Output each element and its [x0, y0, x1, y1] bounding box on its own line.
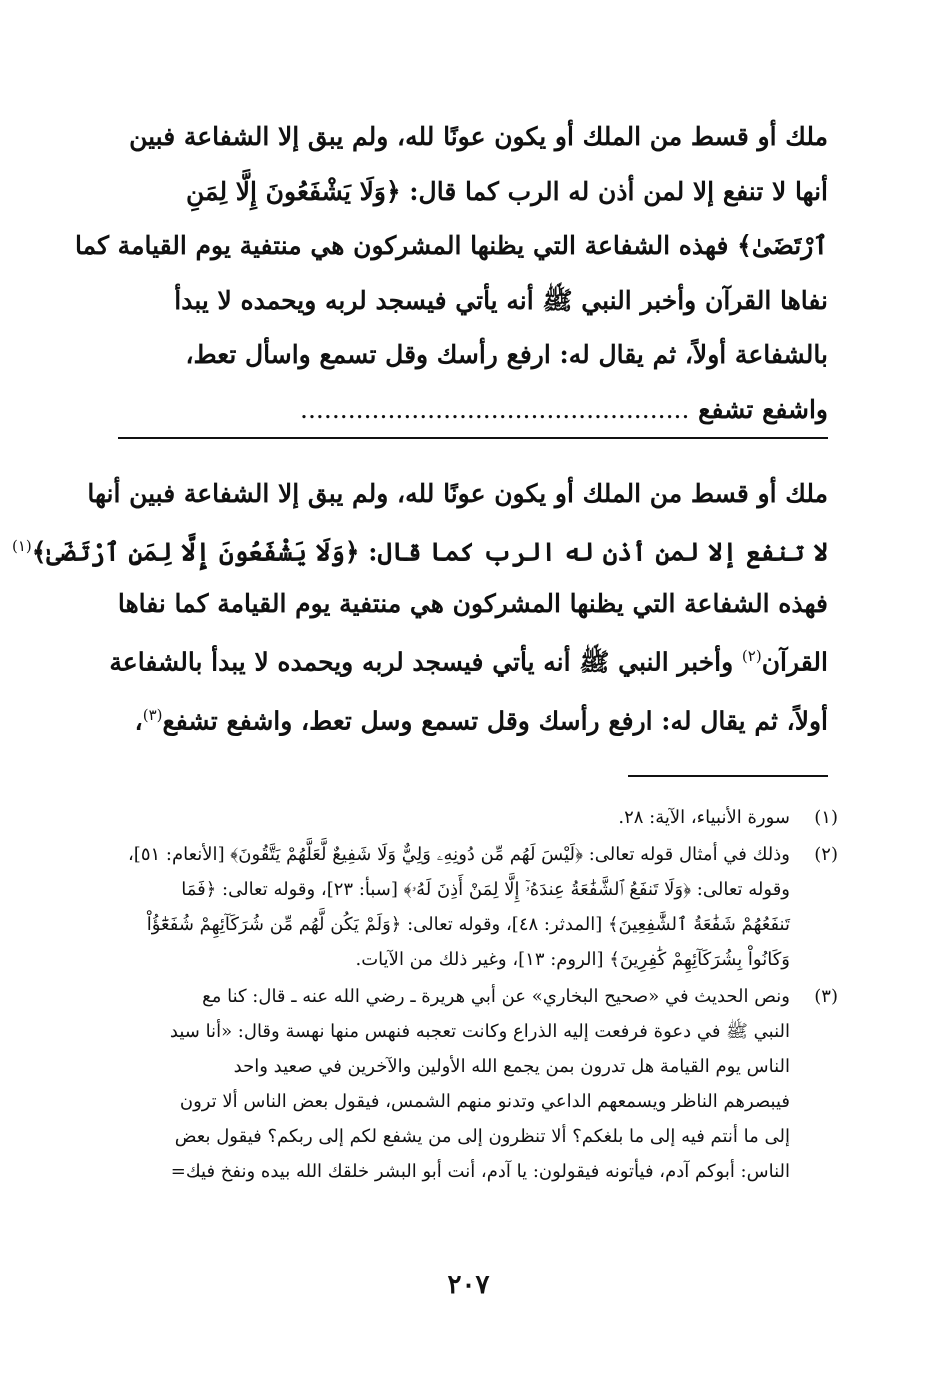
- footnotes: [118, 800, 838, 1191]
- text-line: أنها لا تنفع إلا لمن أذن له الرب كما قال: ﴿وَلَا يَشْفَعُونَ إِلَّا لِمَنِ: [185, 176, 828, 206]
- dotted-leader: .................................................: [300, 394, 690, 424]
- text-fragment: وأخبر النبي ﷺ أنه يأتي فيسجد لربه ويحمده لا يبدأ بالشفاعة: [109, 647, 734, 677]
- text-fragment: أولاً، ثم يقال له: ارفع رأسك وقل تسمع وسل تعط، واشفع تشفع: [162, 705, 828, 735]
- footnote-text: [118, 837, 790, 977]
- footnote-line: سورة الأنبياء، الآية: ٢٨.: [618, 807, 790, 828]
- text-line: ملك أو قسط من الملك أو يكون عونًا لله، ولم يبق إلا الشفاعة فبين: [129, 122, 828, 151]
- footnote-line: الناس يوم القيامة هل تدرون بمن يجمع الله الأولين والآخرين في صعيد واحد: [233, 1056, 790, 1077]
- footnote-item: [118, 800, 838, 835]
- text-fragment: ،: [134, 705, 143, 735]
- footnote-number: (٢): [814, 844, 838, 865]
- footnote-line: الناس: أبوكم آدم، فيأتونه فيقولون: يا آدم، أنت أبو البشر خلقك الله بيده ونفخ فيك=: [170, 1161, 790, 1182]
- footnote-line: تَنفَعُهُمْ شَفَٰعَةُ ٱلشَّٰفِعِينَ﴾ [المدثر: ٤٨]، وقوله تعالى: ﴿وَلَمْ يَكُن لَّهُم مِّن شُرَكَآئِهِمْ شُفَعَٰٓؤُاْ: [146, 914, 790, 935]
- footnote-line: وَكَانُواْ بِشُرَكَآئِهِمْ كَٰفِرِينَ﴾ [الروم: ١٣]، وغير ذلك من الآيات.: [355, 949, 790, 970]
- text-line: [12, 520, 828, 578]
- footnote-item: [118, 979, 838, 1189]
- footnote-text: [118, 979, 790, 1189]
- text-line: [109, 630, 828, 688]
- footnote-line: ونص الحديث في «صحيح البخاري» عن أبي هريرة ـ رضي الله عنه ـ قال: كنا مع: [202, 986, 790, 1007]
- text-line: [118, 689, 828, 747]
- text-line: بالشفاعة أولاً، ثم يقال له: ارفع رأسك وقل تسمع واسأل تعط،: [185, 340, 828, 369]
- footnote-line: النبي ﷺ في دعوة فرفعت إليه الذراع وكانت تعجبه فنهس منها نهسة وقال: «أنا سيد: [169, 1021, 790, 1042]
- footnote-number: (٣): [814, 986, 838, 1007]
- text-fragment: القرآن: [761, 647, 828, 677]
- text-fragment: واشفع تشفع: [698, 394, 828, 424]
- footnote-line: وذلك في أمثال قوله تعالى: ﴿لَيْسَ لَهُم مِّن دُونِهِۦ وَلِيٌّ وَلَا شَفِيعٌ لَّعَلَّهُمْ يَتَّقُونَ﴾ [الأنعام: ٥١]،: [128, 844, 790, 865]
- main-paragraph: [12, 468, 828, 747]
- section-divider: [118, 437, 828, 439]
- page-number: ٢٠٧: [447, 1270, 490, 1300]
- footnote-line: إلى ما أنتم فيه إلى ما بلغكم؟ ألا تنظرون إلى من يشفع لكم إلى ربكم؟ فيقول بعض: [174, 1126, 790, 1147]
- text-line-last: [118, 383, 828, 438]
- footnote-ref: (٢): [741, 647, 762, 666]
- footnote-number: (١): [814, 807, 838, 828]
- footnote-ref: (١): [12, 537, 32, 555]
- footnote-line: وقوله تعالى: ﴿وَلَا تَنفَعُ ٱلشَّفَٰعَةُ عِندَهُۥٓ إِلَّا لِمَنْ أَذِنَ لَهُۥ﴾ [سبأ: ٢٣]، وقوله تعالى: ﴿فَمَا: [181, 879, 790, 900]
- text-line: فهذه الشفاعة التي يظنها المشركون هي منتفية يوم القيامة كما نفاها: [117, 589, 828, 619]
- text-fragment: لا تنفع إلا لمن أذن له الرب كما قال: ﴿وَلَا يَشْفَعُونَ إِلَّا لِمَنِ ٱرْتَضَىٰ﴾: [31, 537, 828, 567]
- footnote-separator: [628, 775, 828, 777]
- text-line: ٱرْتَضَىٰ﴾ فهذه الشفاعة التي يظنها المشركون هي منتفية يوم القيامة كما: [75, 231, 828, 260]
- text-line: ملك أو قسط من الملك أو يكون عونًا لله، ولم يبق إلا الشفاعة فبين أنها: [87, 479, 828, 508]
- top-paragraph: [75, 110, 828, 437]
- text-line: نفاها القرآن وأخبر النبي ﷺ أنه يأتي فيسجد لربه ويحمده لا يبدأ: [174, 285, 828, 315]
- footnote-text: [118, 800, 790, 835]
- footnote-item: [118, 837, 838, 977]
- footnote-ref: (٣): [142, 705, 163, 724]
- footnote-line: فيبصرهم الناظر ويسمعهم الداعي وتدنو منهم الشمس، فيقول بعض الناس ألا ترون: [179, 1091, 790, 1112]
